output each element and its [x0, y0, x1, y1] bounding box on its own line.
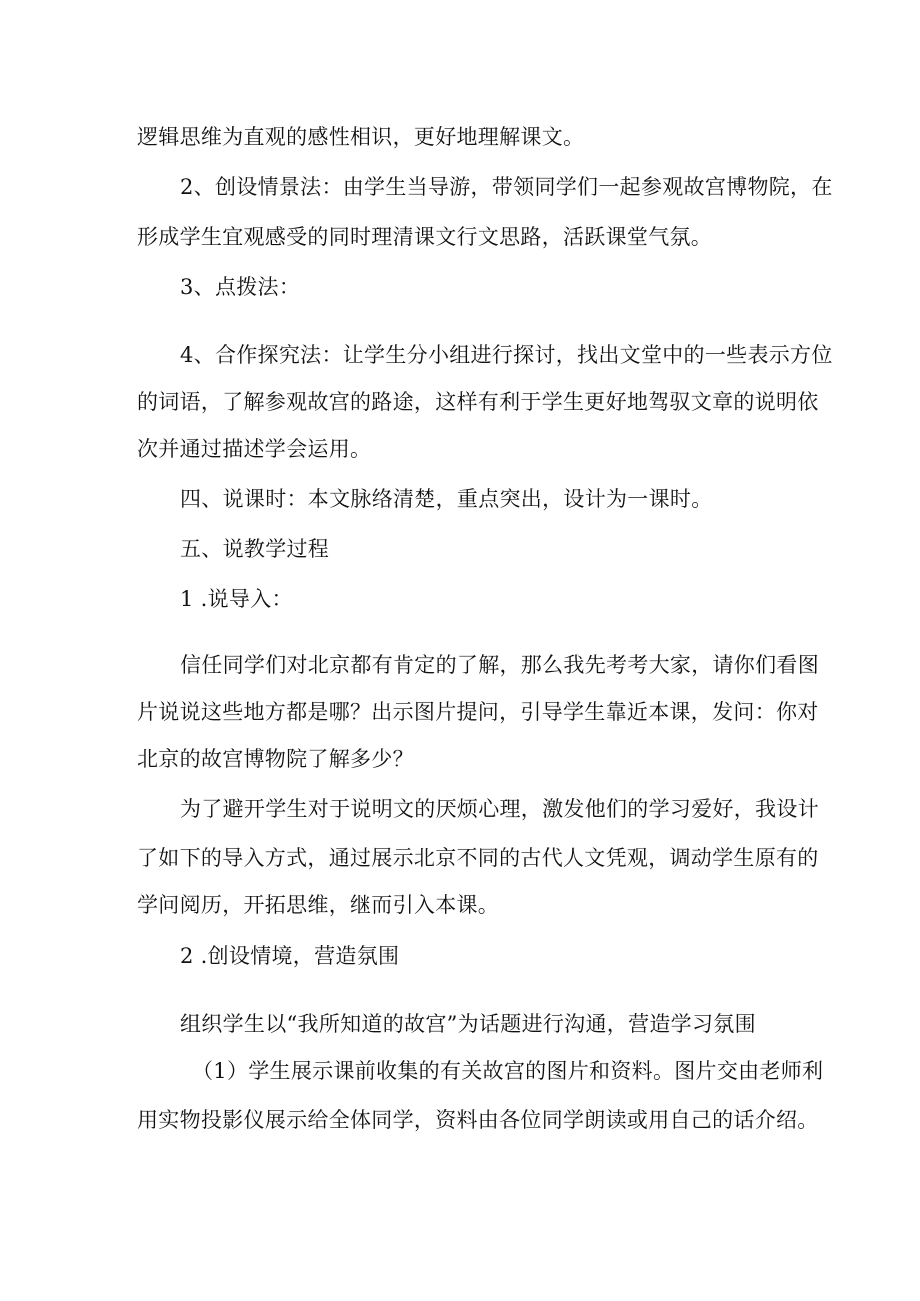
text-line: 学问阅历，开拓思维，继而引入本课。 [137, 893, 500, 917]
text-line: 组织学生以“我所知道的故宫”为话题进行沟通，营造学习氛围 [180, 1012, 756, 1036]
text-line: 2、创设情景法：由学生当导游，带领同学们一起参观故宫博物院，在 [180, 175, 833, 199]
text-line: 了如下的导入方式，通过展示北京不同的古代人文凭观，调动学生原有的 [137, 846, 819, 870]
text-line: 四、说课时：本文脉络清楚，重点突出，设计为一课时。 [180, 487, 713, 511]
text-line: 信任同学们对北京都有肯定的了解，那么我先考考大家，请你们看图 [180, 653, 819, 677]
text-line: 形成学生宜观感受的同时理清课文行文思路，活跃课堂气氛。 [137, 225, 713, 249]
text-line: 片说说这些地方都是哪？出示图片提问，引导学生靠近本课，发问：你对 [137, 700, 819, 724]
text-line: 北京的故宫博物院了解多少？ [137, 747, 414, 771]
text-line: 五、说教学过程 [180, 537, 330, 561]
text-line: 4、合作探究法：让学生分小组进行探讨，找出文堂中的一些表示方位 [180, 343, 833, 367]
text-line: 2 .创设情境，营造氛围 [180, 944, 400, 968]
text-line: 为了避开学生对于说明文的厌烦心理，激发他们的学习爱好，我设计 [180, 797, 819, 821]
text-line: 次并通过描述学会运用。 [137, 437, 372, 461]
text-line: （1）学生展示课前收集的有关故宫的图片和资料。图片交由老师利 [192, 1059, 824, 1083]
text-line: 逻辑思维为直观的感性相识，更好地理解课文。 [137, 125, 585, 149]
text-line: 用实物投影仪展示给全体同学，资料由各位同学朗读或用自己的话介绍。 [137, 1108, 819, 1132]
text-line: 的词语，了解参观故宫的路途，这样有利于学生更好地驾驭文章的说明依 [137, 390, 819, 414]
text-line: 1 .说导入： [180, 587, 293, 611]
text-line: 3、点拨法： [180, 275, 301, 299]
